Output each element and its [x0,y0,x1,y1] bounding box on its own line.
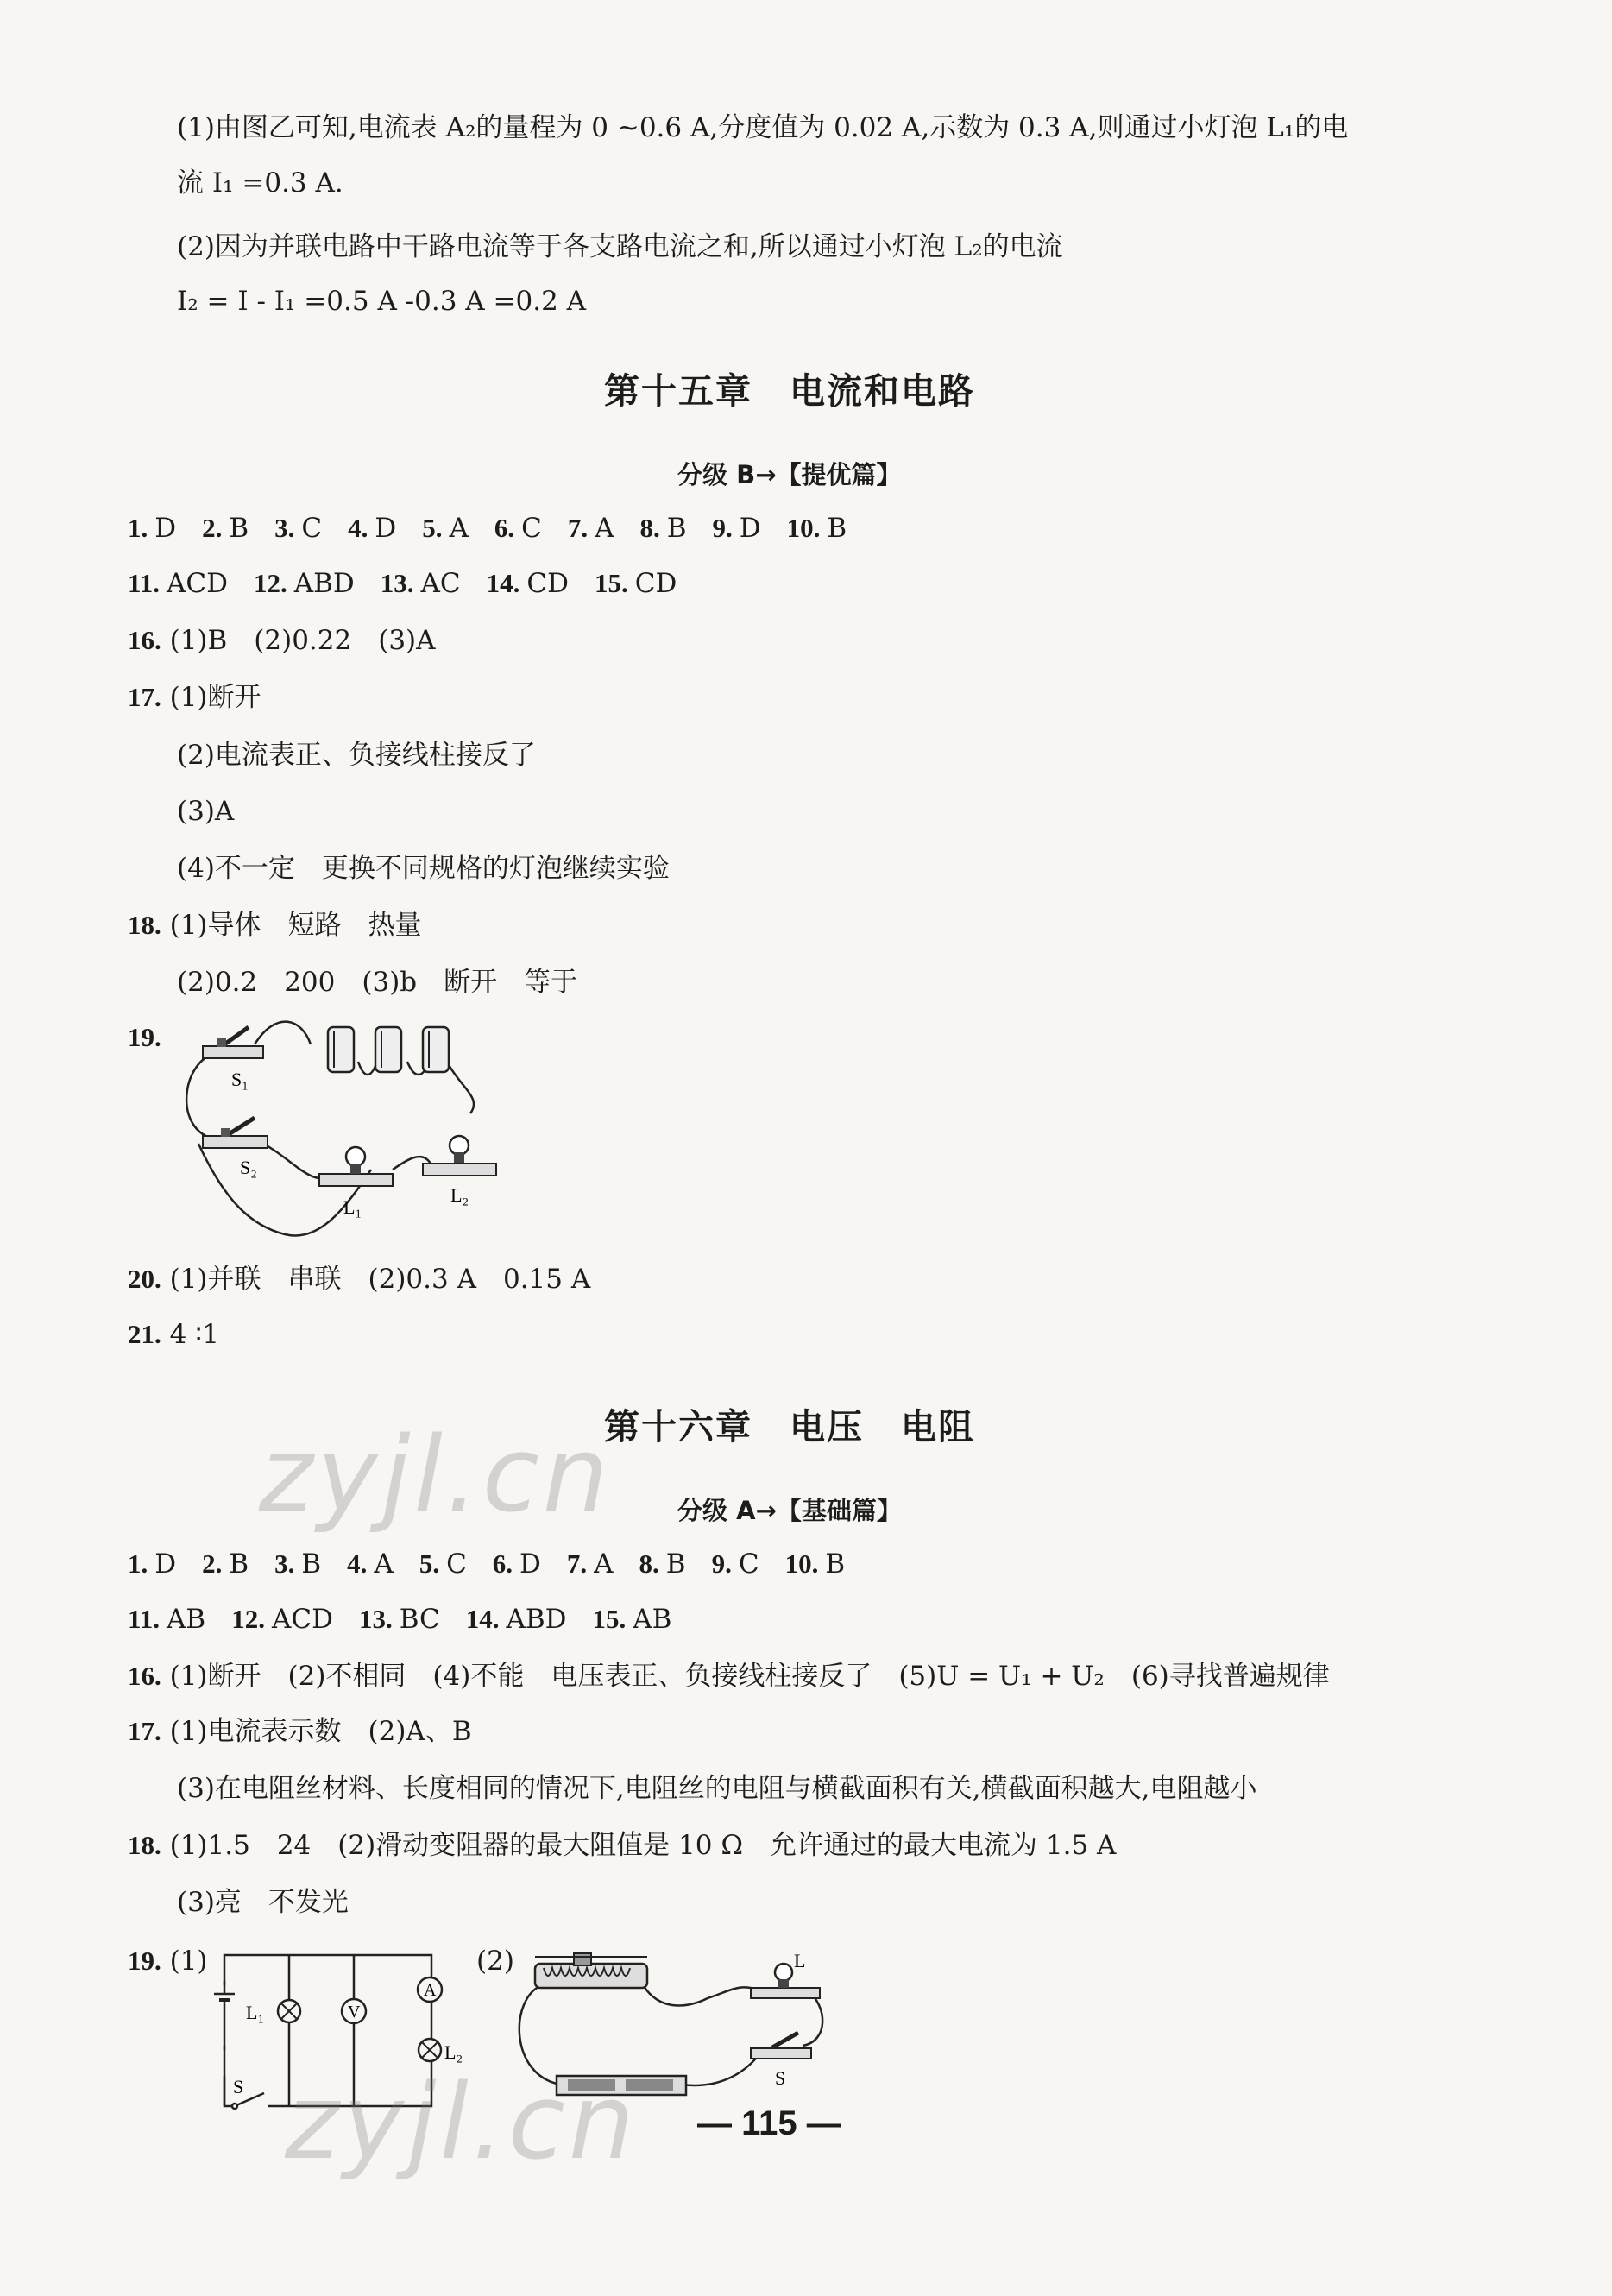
answer-number: 9. [712,513,733,543]
answer-value: B [825,1549,846,1580]
answer-value: AB [167,1604,206,1635]
answer-number: 14. [465,1604,500,1634]
answer-number: 13. [358,1604,393,1634]
answer-value: AC [420,568,461,599]
answer-number: 7. [567,513,589,543]
answer-value: B [827,513,847,544]
answer-value: D [154,513,177,544]
rheostat-icon [535,1953,647,1988]
answer-value: A [374,1549,394,1580]
answer-number: 3. [274,513,295,543]
ch15-answers-row-2 [128,566,702,601]
answer-number: 5. [419,1549,440,1579]
answer-number: 5. [422,513,443,543]
ch15-q17-line-2: (2)电流表正、负接线柱接反了 [177,740,536,771]
answer-value: ACD [167,568,229,599]
answer-value: B [229,513,249,544]
ch16-q18-line-1 [128,1828,1116,1863]
question-number: 19. [128,1022,161,1052]
answer-number: 11. [128,1604,161,1634]
answer-value: CD [634,568,677,599]
prev-line-3: (2)因为并联电路中干路电流等于各支路电流之和,所以通过小灯泡 L₂的电流 [177,231,1063,262]
answer-text: (1)导体 短路 热量 [169,910,422,941]
ch16-q18-line-2: (3)亮 不发光 [177,1887,349,1918]
question-number: 16. [128,1661,161,1691]
ch16-answers-row-2 [128,1602,697,1637]
answer-text: 4 ∶1 [169,1319,219,1350]
answer-value: C [521,513,542,544]
label-v: V [348,2003,361,2022]
lamp-l2-icon [423,1136,496,1176]
answer-text: (1)断开 (2)不相同 (4)不能 电压表正、负接线柱接反了 (5)U = U₁ + U₂ (6)寻找普遍规律 [169,1661,1330,1692]
battery-symbol-icon [214,1981,235,2050]
prev-line-1: (1)由图乙可知,电流表 A₂的量程为 0 ~0.6 A,分度值为 0.02 A,示数为 0.3 A,则通过小灯泡 L₁的电 [177,112,1349,143]
answer-value: D [519,1549,541,1580]
label-l1: L₁ [343,1196,362,1218]
answer-number: 8. [639,1549,659,1579]
lamp-l1-icon [319,1147,393,1186]
label-l: L [794,1950,806,1971]
answer-number: 10. [784,1549,819,1579]
answer-value: D [375,513,397,544]
answer-value: ABD [293,568,355,599]
answer-value: B [229,1549,249,1580]
chapter-15-level: 分级 B→【提优篇】 [677,460,902,489]
question-number: 18. [128,1830,161,1860]
answer-number: 1. [128,1549,148,1579]
ch16-q16 [128,1659,1330,1694]
answer-text: (1)B (2)0.22 (3)A [169,625,436,656]
part-label: (1) [169,1946,208,1977]
watermark: zyjl.cn [285,2063,638,2183]
label-s: S [233,2076,244,2097]
switch-s2-icon [203,1118,268,1148]
answer-number: 14. [486,568,520,598]
answer-value: D [739,513,761,544]
answer-value: D [154,1549,177,1580]
question-number: 17. [128,682,161,712]
answer-number: 11. [128,568,161,598]
label-s2: S₂ [240,1157,257,1178]
ch15-q17-line-3: (3)A [177,796,235,827]
answer-number: 15. [592,1604,627,1634]
ch15-q18-line-2: (2)0.2 200 (3)b 断开 等于 [177,967,578,998]
switch-s-icon [751,2033,811,2059]
prev-line-2: 流 I₁ =0.3 A. [177,167,343,199]
ch16-q17-line-1 [128,1714,472,1749]
prev-line-4: I₂ = I - I₁ =0.5 A -0.3 A =0.2 A [177,286,587,317]
answer-value: A [449,513,469,544]
answer-number: 7. [566,1549,588,1579]
chapter-16-title: 第十六章 电压 电阻 [604,1406,975,1448]
answer-value: B [665,1549,686,1580]
answer-number: 9. [711,1549,732,1579]
answer-text: (1)1.5 24 (2)滑动变阻器的最大阻值是 10 Ω 允许通过的最大电流为 1.5 A [169,1830,1117,1861]
ch15-q19-circuit-figure [164,1010,526,1243]
page-number: — 115 — [697,2104,841,2142]
label-s: S [775,2067,786,2089]
answer-value: B [666,513,687,544]
question-number: 20. [128,1264,161,1294]
answer-number: 12. [231,1604,265,1634]
answer-number: 15. [594,568,628,598]
ch15-q17-line-4: (4)不一定 更换不同规格的灯泡继续实验 [177,853,670,884]
question-number: 18. [128,910,161,940]
answer-number: 4. [347,1549,368,1579]
ch15-q21 [128,1317,219,1352]
answer-number: 4. [348,513,368,543]
lamp-l-icon [751,1964,820,1998]
answer-number: 12. [254,568,287,598]
answer-value: A [594,1549,614,1580]
answer-text: (1)断开 [169,682,261,713]
answer-value: CD [526,568,569,599]
ch15-q20 [128,1262,590,1296]
answer-value: ACD [271,1604,333,1635]
answer-value: A [595,513,614,544]
answer-value: AB [633,1604,672,1635]
chapter-15-title: 第十五章 电流和电路 [604,370,975,412]
ch15-q17-line-1 [128,680,261,715]
answer-number: 3. [274,1549,295,1579]
answer-number: 6. [494,513,515,543]
answer-number: 6. [492,1549,513,1579]
answer-value: BC [399,1604,440,1635]
question-number: 16. [128,625,161,655]
ch16-q17-line-2: (3)在电阻丝材料、长度相同的情况下,电阻丝的电阻与横截面积有关,横截面积越大,电阻越小 [177,1773,1257,1804]
answer-number: 2. [202,1549,223,1579]
label-l2: L₂ [450,1184,469,1206]
question-number: 21. [128,1319,161,1349]
ch15-answers-row-1 [128,511,872,546]
answer-number: 2. [202,513,223,543]
answer-value: ABD [506,1604,567,1635]
watermark: zyjl.cn [259,1416,612,1536]
ch16-answers-row-1 [128,1547,871,1581]
ch16-q19-part-2-label: (2) [476,1946,514,1977]
answer-value: C [301,513,323,544]
answer-value: C [738,1549,759,1580]
battery-icon [328,1027,449,1072]
answer-number: 1. [128,513,148,543]
switch-s1-icon [203,1027,263,1058]
answer-value: C [446,1549,467,1580]
answer-number: 13. [380,568,414,598]
label-l1: L₁ [246,2002,265,2023]
ch15-q19-number [128,1020,161,1055]
label-l2: L₂ [444,2041,463,2063]
answer-text: (1)并联 串联 (2)0.3 A 0.15 A [169,1264,591,1295]
ch15-q16 [128,623,436,658]
ch15-q18-line-1 [128,908,422,943]
ch16-q19 [128,1944,208,1978]
label-s1: S₁ [231,1069,249,1090]
question-number: 19. [128,1946,161,1976]
answer-value: B [301,1549,322,1580]
label-a: A [424,1981,437,2000]
chapter-16-level: 分级 A→【基础篇】 [677,1496,902,1525]
answer-number: 10. [786,513,821,543]
question-number: 17. [128,1716,161,1746]
answer-text: (1)电流表示数 (2)A、B [169,1716,472,1747]
answer-number: 8. [639,513,660,543]
